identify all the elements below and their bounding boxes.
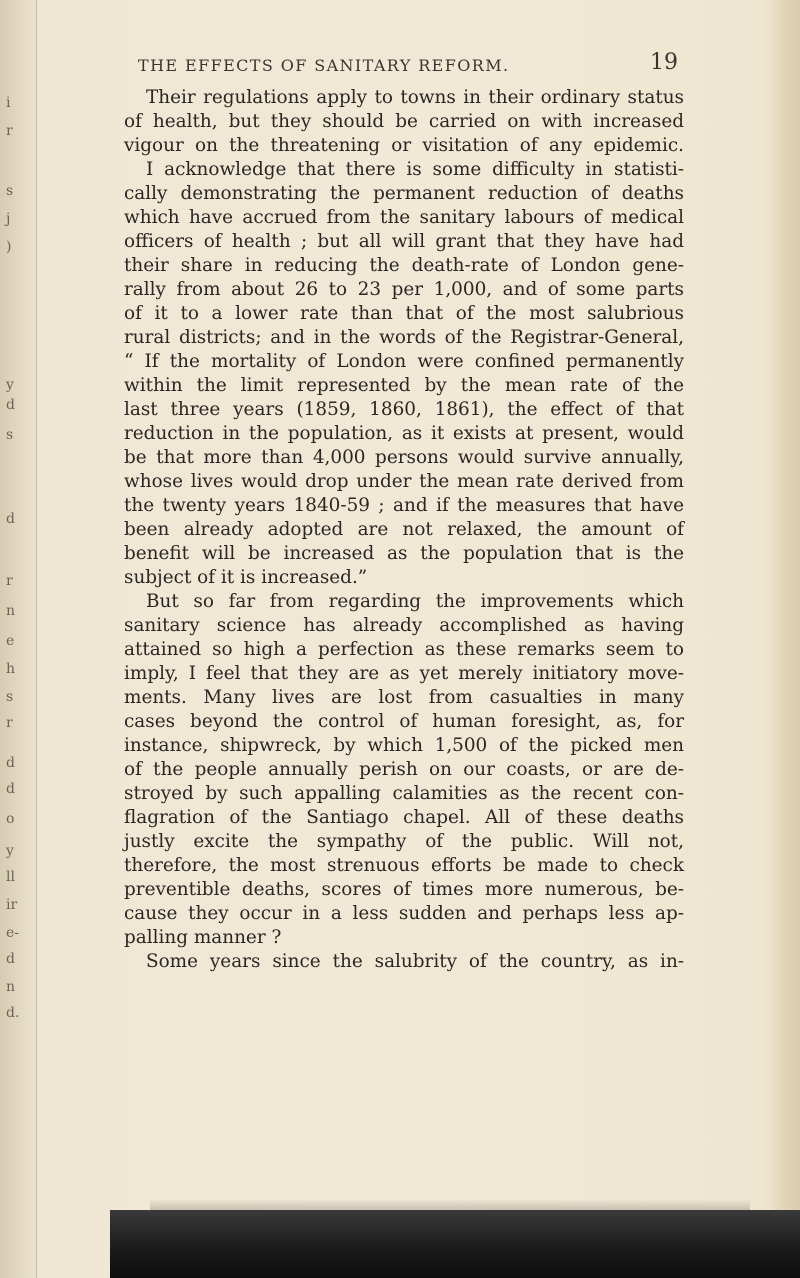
text-line: vigour on the threatening or visitation of any epidemic. [124, 135, 684, 156]
text-line: of it to a lower rate than that of the most salubrious [124, 303, 684, 324]
page-number: 19 [650, 50, 678, 75]
text-line: rural districts; and in the words of the Registrar-General, [124, 327, 684, 348]
gutter-fragment: j [6, 211, 11, 227]
text-line: therefore, the most strenuous efforts be made to check [124, 855, 684, 876]
text-line: sanitary science has already accomplished as having [124, 615, 684, 636]
gutter-fragment: ll [6, 869, 15, 885]
text-line: attained so high a perfection as these remarks seem to [124, 639, 684, 660]
scanner-bed-edge [110, 1210, 800, 1278]
text-line: their share in reducing the death-rate of London gene- [124, 255, 684, 276]
gutter-fragment: s [6, 689, 14, 705]
text-line: I acknowledge that there is some difficulty in statisti- [146, 159, 684, 180]
text-line: benefit will be increased as the population that is the [124, 543, 684, 564]
text-line: cause they occur in a less sudden and perhaps less ap- [124, 903, 684, 924]
gutter-fragment: i [6, 95, 11, 111]
gutter-fragment: d [6, 781, 15, 797]
text-line: palling manner ? [124, 927, 282, 948]
text-line: reduction in the population, as it exists at present, would [124, 423, 684, 444]
text-line: which have accrued from the sanitary labours of medical [124, 207, 684, 228]
text-line: cases beyond the control of human foresight, as, for [124, 711, 684, 732]
text-line: But so far from regarding the improvements which [146, 591, 684, 612]
text-line: within the limit represented by the mean rate of the [124, 375, 684, 396]
gutter-fragments [4, 0, 32, 1278]
text-line: stroyed by such appalling calamities as the recent con- [124, 783, 684, 804]
gutter-fragment: r [6, 715, 13, 731]
text-line: ments. Many lives are lost from casualties in many [124, 687, 684, 708]
text-line: officers of health ; but all will grant that they have had [124, 231, 684, 252]
page-edge-shadow [770, 0, 800, 1278]
text-line: the twenty years 1840-59 ; and if the measures that have [124, 495, 684, 516]
gutter-fragment: d. [6, 1005, 20, 1021]
gutter-fragment: h [6, 661, 16, 677]
gutter-fragment: s [6, 183, 14, 199]
gutter-fragment: d [6, 397, 15, 413]
gutter-fragment: e- [6, 925, 20, 941]
text-line: justly excite the sympathy of the public. Will not, [124, 831, 684, 852]
text-line: Some years since the salubrity of the country, as in- [146, 951, 684, 972]
gutter-fragment: d [6, 951, 15, 967]
gutter-fragment: e [6, 633, 15, 649]
gutter-fragment: y [6, 377, 14, 393]
gutter-fragment: y [6, 843, 14, 859]
gutter-fragment: n [6, 603, 16, 619]
gutter-fragment: o [6, 811, 15, 827]
gutter-fragment: d [6, 755, 15, 771]
text-line: rally from about 26 to 23 per 1,000, and of some parts [124, 279, 684, 300]
gutter-fragment: n [6, 979, 16, 995]
text-line: whose lives would drop under the mean rate derived from [124, 471, 684, 492]
gutter-fragment: r [6, 123, 13, 139]
page-header [118, 50, 678, 80]
gutter-fragment: ir [6, 897, 18, 913]
gutter-fragment: r [6, 573, 13, 589]
gutter-fragment: s [6, 427, 14, 443]
text-line: subject of it is increased.” [124, 567, 368, 588]
text-line: imply, I feel that they are as yet merely initiatory move- [124, 663, 684, 684]
text-line: preventible deaths, scores of times more numerous, be- [124, 879, 684, 900]
body-text [124, 86, 684, 974]
running-head: THE EFFECTS OF SANITARY REFORM. [138, 56, 510, 75]
gutter-fragment: ) [6, 239, 12, 255]
text-line: last three years (1859, 1860, 1861), the effect of that [124, 399, 684, 420]
text-line: flagration of the Santiago chapel. All of these deaths [124, 807, 684, 828]
gutter-fragment: d [6, 511, 15, 527]
text-line: been already adopted are not relaxed, the amount of [124, 519, 684, 540]
adjacent-page-gutter [0, 0, 37, 1278]
text-line: of the people annually perish on our coasts, or are de- [124, 759, 684, 780]
text-line: be that more than 4,000 persons would survive annually, [124, 447, 684, 468]
text-line: of health, but they should be carried on with increased [124, 111, 684, 132]
text-line: cally demonstrating the permanent reduction of deaths [124, 183, 684, 204]
text-line: instance, shipwreck, by which 1,500 of the picked men [124, 735, 684, 756]
text-line: “ If the mortality of London were confined permanently [124, 351, 684, 372]
text-line: Their regulations apply to towns in their ordinary status [146, 87, 684, 108]
